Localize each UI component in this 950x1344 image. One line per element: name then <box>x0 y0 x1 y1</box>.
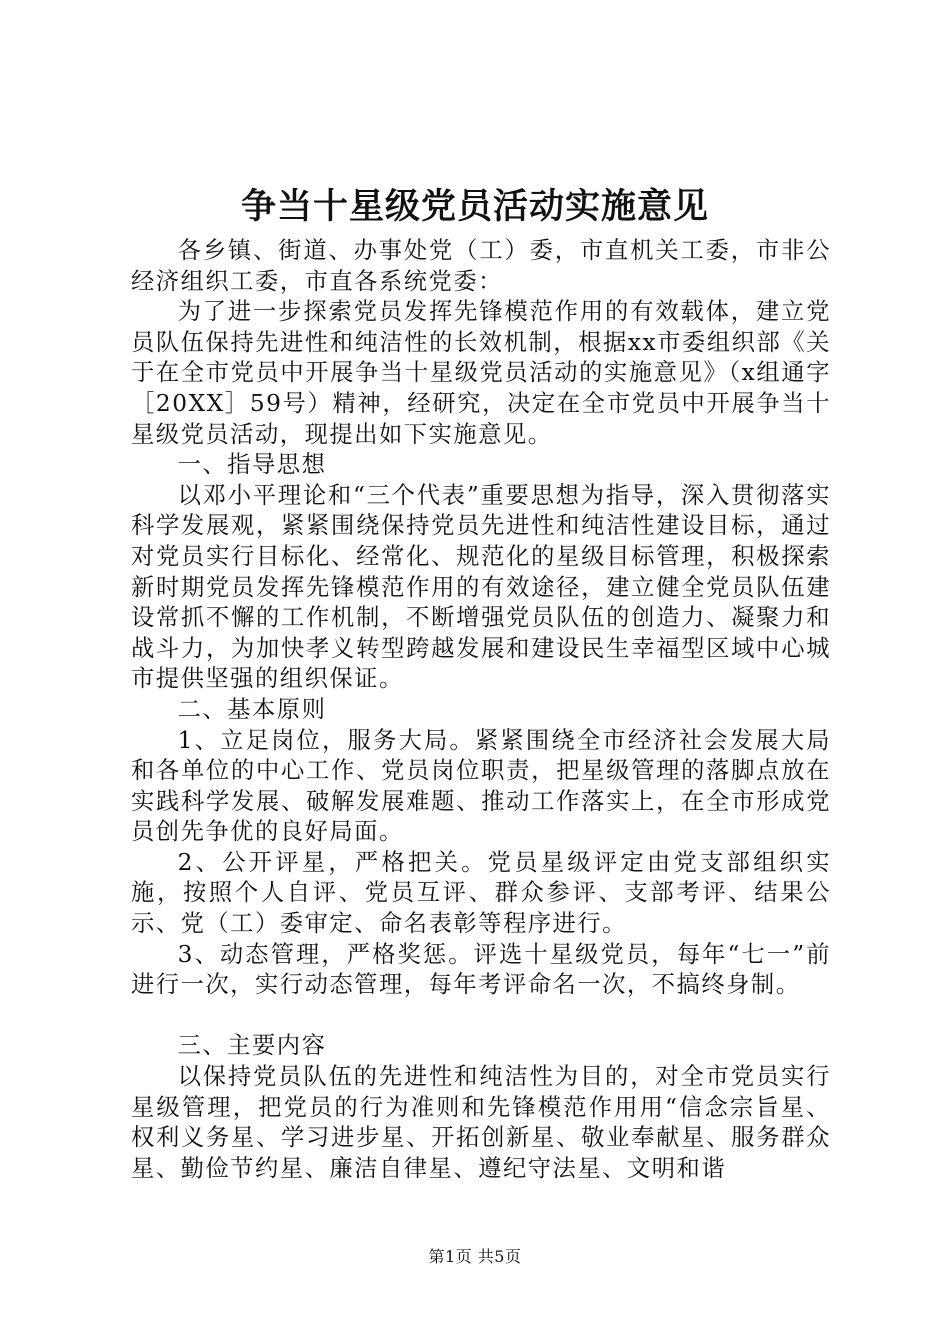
section-paragraph: 1、立足岗位，服务大局。紧紧围绕全市经济社会发展大局和各单位的中心工作、党员岗位职责，把星级管理的落脚点放在实践科学发展、破解发展难题、推动工作落实上，在全市形成党员创先争优的良好局面。 <box>131 726 831 846</box>
section-heading-basic-principles: 二、基本原则 <box>177 695 327 723</box>
section-paragraph: 以邓小平理论和“三个代表”重要思想为指导，深入贯彻落实科学发展观，紧紧围绕保持党员先进性和纯洁性建设目标，通过对党员实行目标化、经常化、规范化的星级目标管理，积极探索新时期党员发挥先锋模范作用的有效途径，建立健全党员队伍建设常抓不懈的工作机制，不断增强党员队伍的创造力、凝聚力和战斗力，为加快孝义转型跨越发展和建设民生幸福型区域中心城市提供坚强的组织保证。 <box>131 481 831 693</box>
blank-line <box>131 1001 831 1032</box>
section-paragraph: 以保持党员队伍的先进性和纯洁性为目的，对全市党员实行星级管理，把党员的行为准则和先锋模范作用用“信念宗旨星、权利义务星、学习进步星、开拓创新星、敬业奉献星、服务群众星、勤俭节约星、廉洁自律星、遵纪守法星、文明和谐 <box>131 1063 831 1182</box>
document-title: 争当十星级党员活动实施意见 <box>240 186 709 227</box>
section-heading-main-content: 三、主要内容 <box>177 1032 327 1060</box>
page-number-footer: 第1页 共5页 <box>428 1247 522 1266</box>
section-heading-guiding-thought: 一、指导思想 <box>177 451 327 479</box>
intro-paragraph: 为了进一步探索党员发挥先锋模范作用的有效载体，建立党员队伍保持先进性和纯洁性的长效机制，根据xx市委组织部《关于在全市党员中开展争当十星级党员活动的实施意见》（x组通字［20XX］59号）精神，经研究，决定在全市党员中开展争当十星级党员活动，现提出如下实施意见。 <box>131 298 831 448</box>
document-body <box>131 236 831 1184</box>
salutation: 各乡镇、街道、办事处党（工）委，市直机关工委，市非公经济组织工委，市直各系统党委： <box>131 237 831 295</box>
section-paragraph: 2、公开评星，严格把关。党员星级评定由党支部组织实施，按照个人自评、党员互评、群众参评、支部考评、结果公示、党（工）委审定、命名表彰等程序进行。 <box>131 848 831 938</box>
section-paragraph: 3、动态管理，严格奖惩。评选十星级党员，每年“七一”前进行一次，实行动态管理，每年考评命名一次，不搞终身制。 <box>131 940 831 999</box>
